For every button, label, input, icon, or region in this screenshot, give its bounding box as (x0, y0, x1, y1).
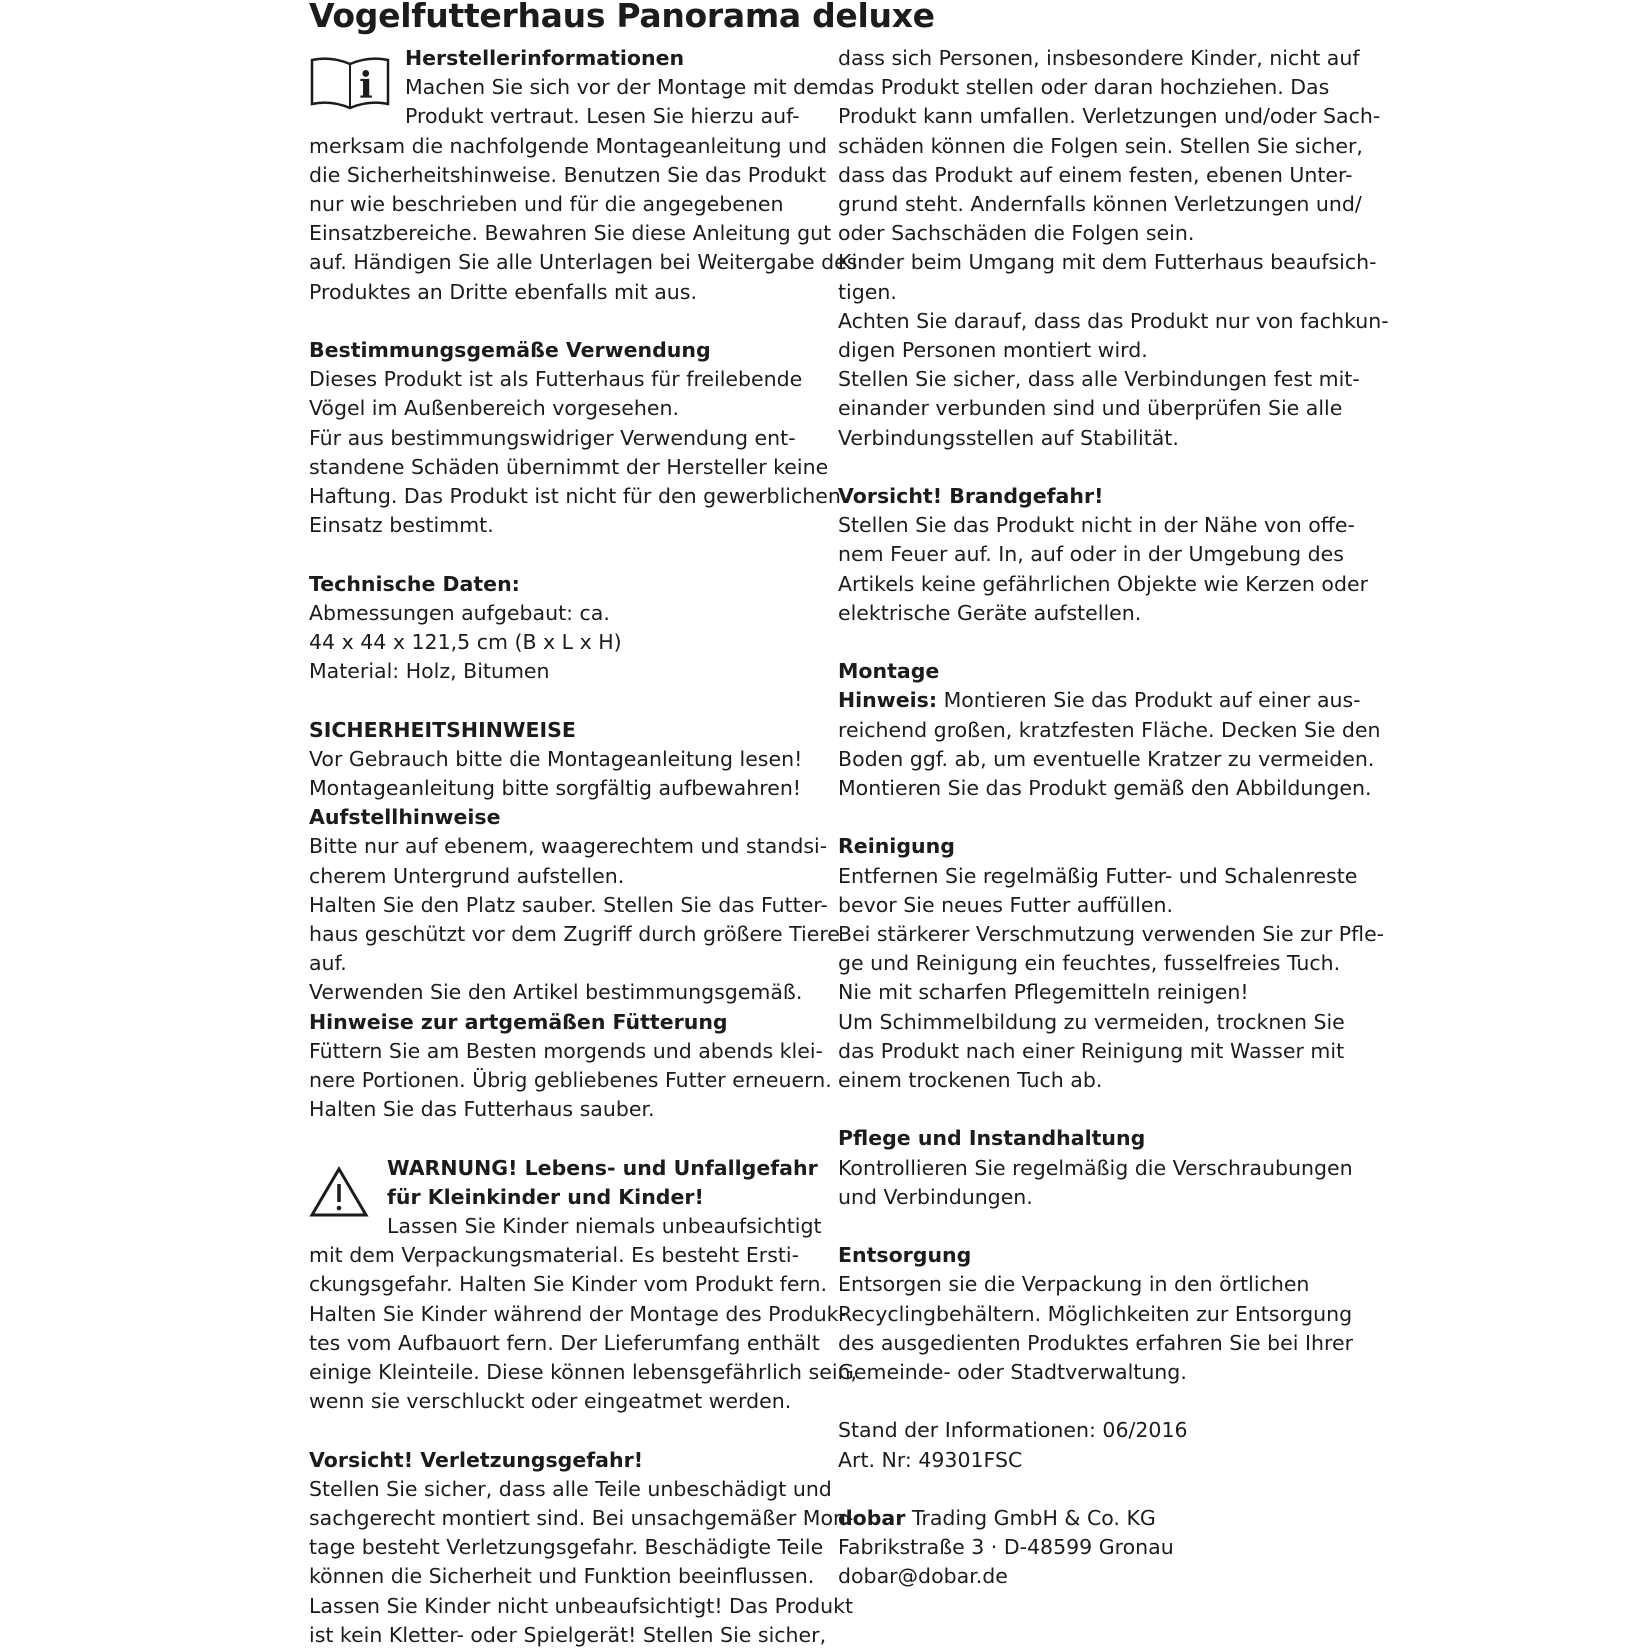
text-line: ckungsgefahr. Halten Sie Kinder vom Produkt fern. (309, 1272, 828, 1297)
text-line: auf. Händigen Sie alle Unterlagen bei Weitergabe des (309, 250, 858, 275)
text-line: einander verbunden sind und überprüfen Sie alle (838, 396, 1343, 421)
section-heading: Pflege und Instandhaltung (838, 1126, 1146, 1151)
svg-text:i: i (359, 65, 373, 107)
text-line: Stand der Informationen: 06/2016 (838, 1418, 1188, 1443)
text-line: Entfernen Sie regelmäßig Futter- und Schalenreste (838, 863, 1358, 888)
paragraph (838, 862, 1385, 1096)
text-line: Achten Sie darauf, dass das Produkt nur von fachkun- (838, 308, 1389, 333)
manufacturer-info-block (309, 44, 858, 307)
text-line: oder Sachschäden die Folgen sein. (838, 221, 1195, 246)
text-line: Bitte nur auf ebenem, waagerechtem und standsi- (309, 834, 828, 859)
page-title: Vogelfutterhaus Panorama deluxe (309, 0, 935, 35)
text-line: mit dem Verpackungsmaterial. Es besteht Ersti- (309, 1243, 800, 1268)
text-line: Füttern Sie am Besten morgends und abends klei- (309, 1038, 823, 1063)
text-line: des ausgedienten Produktes erfahren Sie bei Ihrer (838, 1330, 1354, 1355)
section-heading: Bestimmungsgemäße Verwendung (309, 338, 711, 363)
text-line: Produktes an Dritte ebenfalls mit aus. (309, 279, 697, 304)
text-line: Stellen Sie das Produkt nicht in der Nähe von offe- (838, 513, 1355, 538)
text-line: reichend großen, kratzfesten Fläche. Decken Sie den (838, 717, 1381, 742)
text-line: das Produkt nach einer Reinigung mit Wasser mit (838, 1038, 1345, 1063)
text-line: nur wie beschrieben und für die angegebenen (309, 192, 784, 217)
left-column (309, 44, 858, 1650)
text-line: Halten Sie das Futterhaus sauber. (309, 1097, 655, 1122)
text-line: Lassen Sie Kinder nicht unbeaufsichtigt! Das Produkt (309, 1593, 854, 1618)
text-line: haus geschützt vor dem Zugriff durch größere Tiere (309, 922, 840, 947)
paragraph (838, 1154, 1358, 1212)
section-heading: SICHERHEITSHINWEISE (309, 717, 576, 742)
paragraph (309, 745, 814, 803)
paragraph (309, 832, 840, 1007)
text-line: cherem Untergrund aufstellen. (309, 863, 625, 888)
text-line: Für aus bestimmungswidriger Verwendung ent- (309, 425, 796, 450)
text-line: Produkt kann umfallen. Verletzungen und/oder Sach- (838, 104, 1381, 129)
text-line: merksam die nachfolgende Montageanleitung und (309, 133, 828, 158)
text-line (838, 686, 1361, 715)
text-line: Verbindungsstellen auf Stabilität. (838, 425, 1179, 450)
section-heading: Reinigung (838, 834, 955, 859)
paragraph (309, 1475, 854, 1650)
text-line: nere Portionen. Übrig gebliebenes Futter erneuern. (309, 1068, 832, 1093)
paragraph (838, 1270, 1358, 1387)
text-line: bevor Sie neues Futter auffüllen. (838, 892, 1173, 917)
text-line: Art. Nr: 49301FSC (838, 1447, 1023, 1472)
text-line: Bei stärkerer Verschmutzung verwenden Sie zur Pfle- (838, 922, 1385, 947)
company-line (838, 1504, 1358, 1533)
text-line: Artikels keine gefährlichen Objekte wie Kerzen oder (838, 571, 1369, 596)
text-line: Kontrollieren Sie regelmäßig die Verschraubungen (838, 1155, 1353, 1180)
hint-label: Hinweis: (838, 688, 938, 713)
paragraph (838, 686, 1381, 803)
text-line: Dieses Produkt ist als Futterhaus für freilebende (309, 367, 803, 392)
text-line: Stellen Sie sicher, dass alle Verbindungen fest mit- (838, 367, 1360, 392)
text-line: Vor Gebrauch bitte die Montageanleitung lesen! (309, 746, 803, 771)
hint-text: Montieren Sie das Produkt auf einer aus- (937, 688, 1361, 713)
warning-triangle-icon (309, 1166, 369, 1218)
info-date-block (838, 1416, 1358, 1474)
text-line: Machen Sie sich vor der Montage mit dem (405, 75, 839, 100)
text-line: Nie mit scharfen Pflegemitteln reinigen! (838, 980, 1249, 1005)
paragraph (309, 1037, 832, 1125)
text-line: Vögel im Außenbereich vorgesehen. (309, 396, 679, 421)
text-line: einige Kleinteile. Diese können lebensgefährlich sein, (309, 1360, 858, 1385)
text-line: elektrische Geräte aufstellen. (838, 600, 1142, 625)
section-heading: Aufstellhinweise (309, 805, 501, 830)
text-line: Verwenden Sie den Artikel bestimmungsgemäß. (309, 980, 803, 1005)
info-book-icon (309, 52, 391, 110)
text-line: dass sich Personen, insbesondere Kinder, nicht auf (838, 46, 1360, 70)
paragraph (309, 1212, 822, 1241)
paragraph (309, 365, 841, 540)
paragraph (309, 599, 814, 687)
section-heading: Entsorgung (838, 1243, 972, 1268)
company-address (838, 1504, 1358, 1592)
paragraph (838, 511, 1369, 628)
text-line: Recyclingbehältern. Möglichkeiten zur Entsorgung (838, 1301, 1353, 1326)
text-line: können die Sicherheit und Funktion beeinflussen. (309, 1564, 815, 1589)
text-line: WARNUNG! Lebens- und Unfallgefahr (387, 1155, 818, 1180)
text-line: Gemeinde- oder Stadtverwaltung. (838, 1360, 1187, 1385)
text-line: schäden können die Folgen sein. Stellen Sie sicher, (838, 133, 1363, 158)
company-brand: dobar (838, 1506, 906, 1531)
paragraph (838, 44, 1389, 453)
section-heading: Herstellerinformationen (405, 46, 685, 70)
section-heading: Vorsicht! Verletzungsgefahr! (309, 1447, 644, 1472)
text-line: wenn sie verschluckt oder eingeatmet werden. (309, 1389, 792, 1414)
text-line: dass das Produkt auf einem festen, ebenen Unter- (838, 162, 1353, 187)
text-line: grund steht. Andernfalls können Verletzungen und/ (838, 192, 1362, 217)
text-line: tage besteht Verletzungsgefahr. Beschädigte Teile (309, 1535, 824, 1560)
paragraph (309, 1241, 858, 1416)
text-line: Montageanleitung bitte sorgfältig aufbewahren! (309, 776, 802, 801)
email-text: dobar@dobar.de (838, 1564, 1008, 1589)
text-line: ist kein Kletter- oder Spielgerät! Stellen Sie sicher, (309, 1622, 827, 1647)
text-line: Haftung. Das Produkt ist nicht für den gewerblichen (309, 484, 841, 509)
text-line: Halten Sie den Platz sauber. Stellen Sie das Futter- (309, 892, 828, 917)
section-heading: Montage (838, 659, 940, 684)
text-line: standene Schäden übernimmt der Hersteller keine (309, 454, 829, 479)
warning-block (309, 1154, 858, 1417)
section-heading: Vorsicht! Brandgefahr! (838, 484, 1104, 509)
text-line: für Kleinkinder und Kinder! (387, 1184, 704, 1209)
text-line: Boden ggf. ab, um eventuelle Kratzer zu vermeiden. (838, 746, 1375, 771)
section-heading: Hinweise zur artgemäßen Fütterung (309, 1009, 728, 1034)
address-line: Fabrikstraße 3 · D-48599 Gronau (838, 1535, 1174, 1560)
text-line: tes vom Aufbauort fern. Der Lieferumfang enthält (309, 1330, 820, 1355)
text-line: tigen. (838, 279, 897, 304)
text-line: auf. (309, 951, 347, 976)
section-heading: Technische Daten: (309, 571, 520, 596)
text-line: Produkt vertraut. Lesen Sie hierzu auf- (405, 104, 800, 129)
text-line: 44 x 44 x 121,5 cm (B x L x H) (309, 630, 622, 655)
text-line: einem trockenen Tuch ab. (838, 1068, 1103, 1093)
text-line: Abmessungen aufgebaut: ca. (309, 600, 610, 625)
text-line: Montieren Sie das Produkt gemäß den Abbildungen. (838, 776, 1372, 801)
text-line: Um Schimmelbildung zu vermeiden, trocknen Sie (838, 1009, 1345, 1034)
text-line: Einsatzbereiche. Bewahren Sie diese Anleitung gut (309, 221, 832, 246)
paragraph (309, 132, 858, 307)
text-line: Entsorgen sie die Verpackung in den örtlichen (838, 1272, 1310, 1297)
text-line: sachgerecht montiert sind. Bei unsachgemäßer Mon- (309, 1506, 854, 1531)
text-line: das Produkt stellen oder daran hochziehen. Das (838, 75, 1330, 100)
text-line: Stellen Sie sicher, dass alle Teile unbeschädigt und (309, 1476, 832, 1501)
text-line: ge und Reinigung ein feuchtes, fusselfreies Tuch. (838, 951, 1341, 976)
text-line: digen Personen montiert wird. (838, 338, 1148, 363)
text-line: nem Feuer auf. In, auf oder in der Umgebung des (838, 542, 1344, 567)
text-line: und Verbindungen. (838, 1184, 1033, 1209)
company-name: Trading GmbH & Co. KG (905, 1506, 1156, 1531)
text-line: Material: Holz, Bitumen (309, 659, 550, 684)
text-line: die Sicherheitshinweise. Benutzen Sie das Produkt (309, 162, 827, 187)
text-line: Lassen Sie Kinder niemals unbeaufsichtigt (387, 1214, 822, 1239)
text-line: Halten Sie Kinder während der Montage des Produk- (309, 1301, 846, 1326)
text-line: Kinder beim Umgang mit dem Futterhaus beaufsich- (838, 250, 1377, 275)
warning-heading (309, 1154, 818, 1212)
text-line: Einsatz bestimmt. (309, 513, 494, 538)
right-column (838, 44, 1389, 1592)
